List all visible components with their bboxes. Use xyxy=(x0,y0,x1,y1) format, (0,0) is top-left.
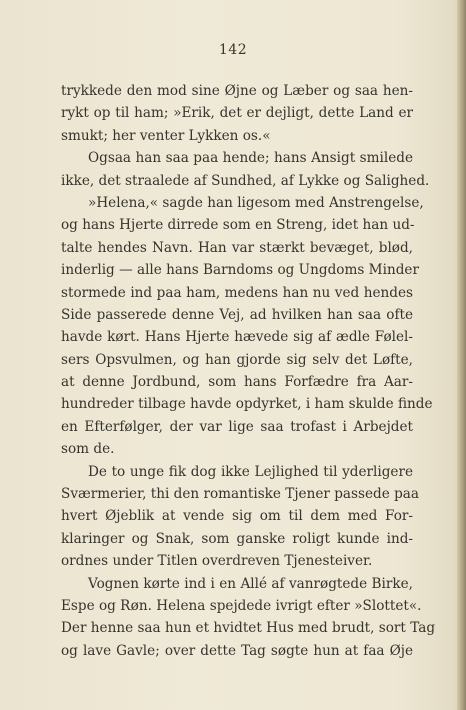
text-line: havde kørt. Hans Hjerte hævede sig af ædle Følel- xyxy=(61,329,413,346)
text-line: Sværmerier, thi den romantiske Tjener passede paa xyxy=(61,486,419,503)
text-line: ordnes under Titlen overdreven Tjenesteiver. xyxy=(61,553,373,570)
text-line: at denne Jordbund, som hans Forfædre fra Aar- xyxy=(61,374,413,391)
text-line: ikke, det straalede af Sundhed, af Lykke og Salighed. xyxy=(61,172,430,189)
text-line: klaringer og Snak, som ganske roligt kunde ind- xyxy=(61,530,413,547)
text-line: rykt op til ham; »Erik, det er dejligt, dette Land er xyxy=(61,105,413,122)
text-line: en Efterfølger, der var lige saa trofast i Arbejdet xyxy=(61,418,413,435)
text-line: Espe og Røn. Helena spejdede ivrigt efter »Slottet«. xyxy=(61,597,422,614)
text-line: sers Opsvulmen, og han gjorde sig selv det Løfte, xyxy=(61,351,413,368)
text-line: Ogsaa han saa paa hende; hans Ansigt smilede xyxy=(88,150,413,167)
text-line: hvert Øjeblik at vende sig om til dem med For- xyxy=(61,508,413,525)
page-number: 142 xyxy=(218,42,248,58)
page-edge-shadow xyxy=(457,0,466,710)
text-line: trykkede den mod sine Øjne og Læber og saa hen- xyxy=(61,83,413,99)
text-line: og hans Hjerte dirrede som en Streng, idet han ud- xyxy=(61,217,415,234)
text-line: som de. xyxy=(61,441,115,458)
text-line: Der henne saa hun et hvidtet Hus med brudt, sort Tag xyxy=(61,620,436,637)
text-line: »Helena,« sagde han ligesom med Anstrengelse, xyxy=(88,194,424,211)
text-line: inderlig — alle hans Barndoms og Ungdoms Minder xyxy=(61,262,419,279)
text-line: De to unge fik dog ikke Lejlighed til yderligere xyxy=(88,463,413,480)
text-line: talte hendes Navn. Han var stærkt bevæget, blød, xyxy=(61,239,413,256)
text-line: hundreder tilbage havde opdyrket, i ham skulde finde xyxy=(61,396,433,413)
text-line: Side passerede denne Vej, ad hvilken han saa ofte xyxy=(61,306,413,323)
text-line: og lave Gavle; over dette Tag søgte hun at faa Øje xyxy=(61,642,413,659)
body-text xyxy=(61,80,436,662)
text-line: smukt; her venter Lykken os.« xyxy=(61,127,271,144)
text-line: stormede ind paa ham, medens han nu ved hendes xyxy=(61,284,413,301)
text-line: Vognen kørte ind i en Allé af vanrøgtede Birke, xyxy=(88,575,413,592)
